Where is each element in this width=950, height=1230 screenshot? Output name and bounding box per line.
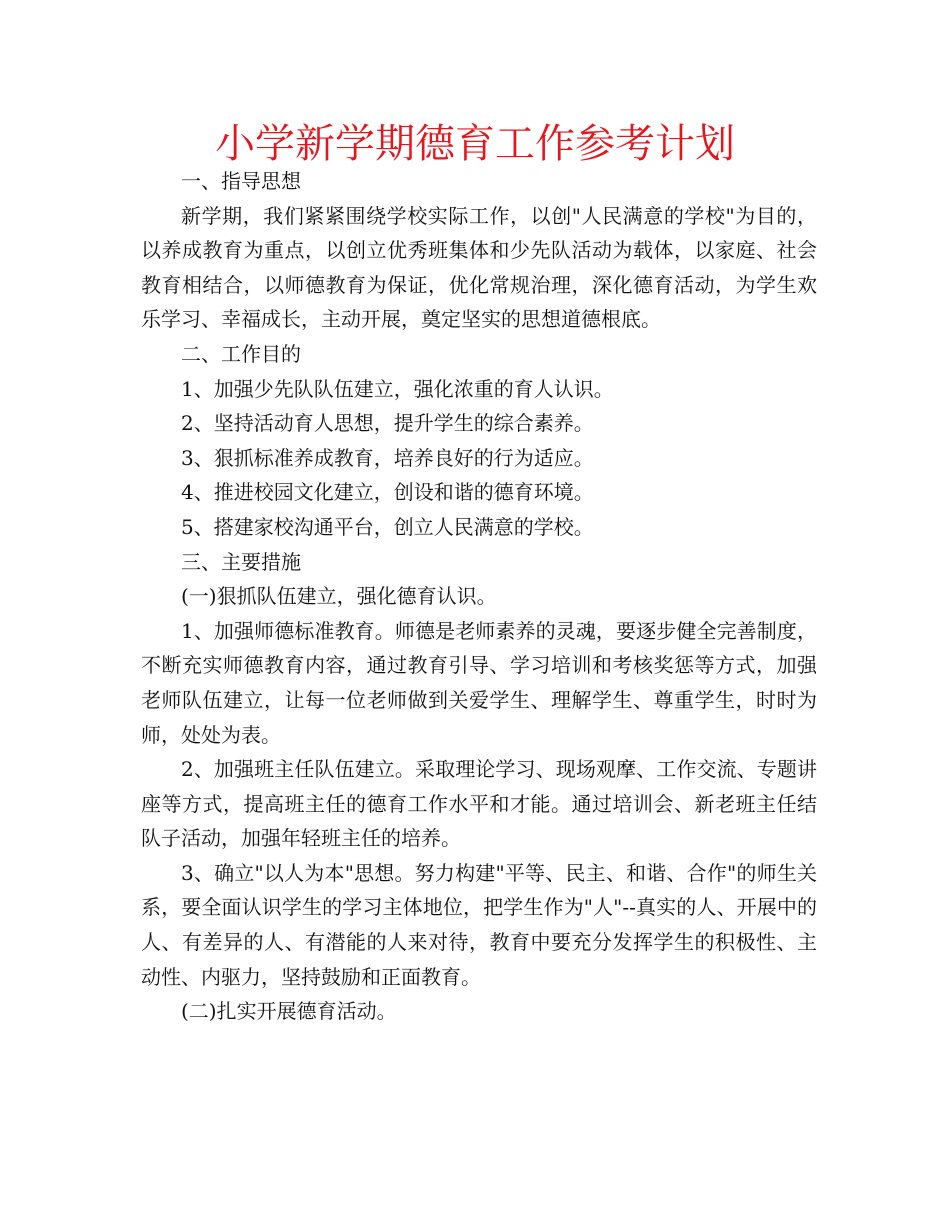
goal-item-4: 4、推进校园文化建立，创设和谐的德育环境。 [181, 480, 594, 505]
subheading-team-building: (一)狠抓队伍建立，强化德育认识。 [181, 584, 497, 609]
goal-item-2: 2、坚持活动育人思想，提升学生的综合素养。 [181, 411, 594, 436]
document-title: 小学新学期德育工作参考计划 [215, 121, 735, 167]
heading-main-measures: 三、主要措施 [181, 549, 301, 574]
heading-guiding-thought: 一、指导思想 [181, 169, 301, 193]
document-body [141, 164, 817, 1029]
goal-item-3: 3、狠抓标准养成教育，培养良好的行为适应。 [181, 445, 594, 470]
measure-paragraph-2: 2、加强班主任队伍建立。采取理论学习、现场观摩、工作交流、专题讲座等方式，提高班主任的德育工作水平和才能。通过培训会、新老班主任结队子活动，加强年轻班主任的培养。 [141, 757, 817, 851]
measure-paragraph-3: 3、确立"以人为本"思想。努力构建"平等、民主、和谐、合作"的师生关系，要全面认识学生的学习主体地位，把学生作为"人"--真实的人、开展中的人、有差异的人、有潜能的人来对待，教育中要充分发挥学生的积极性、主动性、内驱力，坚持鼓励和正面教育。 [141, 860, 817, 989]
goal-item-1: 1、加强少先队队伍建立，强化浓重的育人认识。 [181, 376, 614, 401]
paragraph-guiding-thought: 新学期，我们紧紧围绕学校实际工作，以创"人民满意的学校"为目的，以养成教育为重点，以创立优秀班集体和少先队活动为载体，以家庭、社会教育相结合，以师德教育为保证，优化常规治理，深化德育活动，为学生欢乐学习、幸福成长，主动开展，奠定坚实的思想道德根底。 [141, 203, 817, 332]
goal-item-5: 5、搭建家校沟通平台，创立人民满意的学校。 [181, 514, 594, 539]
measure-paragraph-1: 1、加强师德标准教育。师德是老师素养的灵魂，要逐步健全完善制度，不断充实师德教育内容，通过教育引导、学习培训和考核奖惩等方式，加强老师队伍建立，让每一位老师做到关爱学生、理解学生、尊重学生，时时为师，处处为表。 [141, 618, 817, 747]
heading-work-goals: 二、工作目的 [181, 341, 301, 366]
subheading-moral-activities: (二)扎实开展德育活动。 [181, 999, 397, 1024]
